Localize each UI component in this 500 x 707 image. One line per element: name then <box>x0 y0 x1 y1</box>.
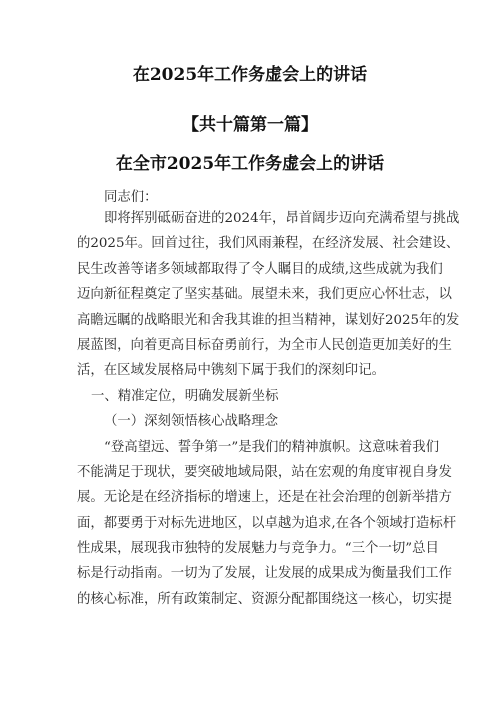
paragraph-line: 的核心标准，所有政策制定、资源分配都围绕这一核心，切实提 <box>77 591 452 607</box>
paragraph-line: 高瞻远瞩的战略眼光和舍我其谁的担当精神，谋划好2025年的发 <box>77 312 460 328</box>
subsection-heading: （一）深刻领悟核心战略理念 <box>104 414 279 430</box>
paragraph-line: 迈向新征程奠定了坚实基础。展望未来，我们更应心怀壮志，以 <box>77 287 452 303</box>
paragraph-line: 的2025年。回首过往，我们风雨兼程，在经济发展、社会建设、 <box>77 236 460 252</box>
speech-subtitle: 在全市2025年工作务虚会上的讲话 <box>115 154 385 174</box>
paragraph-line: 标是行动指南。一切为了发展，让发展的成果成为衡量我们工作 <box>77 566 452 582</box>
salutation: 同志们： <box>104 190 158 205</box>
paragraph-line: 民生改善等诸多领域都取得了令人瞩目的成绩,这些成就为我们 <box>77 261 443 277</box>
paragraph-line: 性成果，展现我市独特的发展魅力与竞争力。“三个一切”总目 <box>77 541 439 557</box>
paragraph-1 <box>77 206 460 612</box>
paragraph-line: 活，在区域发展格局中镌刻下属于我们的深刻印记。 <box>77 363 385 379</box>
paragraph-line: 展蓝图，向着更高目标奋勇前行，为全市人民创造更加美好的生 <box>77 337 452 353</box>
paragraph-line: 即将挥别砥砺奋进的2024年，昂首阔步迈向充满希望与挑战 <box>104 211 460 226</box>
paragraph-line: 展。无论是在经济指标的增速上，还是在社会治理的创新举措方 <box>77 490 452 506</box>
paragraph-line: “登高望远、誓争第一”是我们的精神旗帜。这意味着我们 <box>104 439 440 455</box>
paragraph-line: 面，都要勇于对标先进地区，以卓越为追求,在各个领域打造标杆 <box>77 515 457 531</box>
section-heading: 一、精准定位，明确发展新坐标 <box>91 388 279 404</box>
collection-label: 【共十篇第一篇】 <box>182 115 318 135</box>
paragraph-line: 不能满足于现状，要突破地域局限，站在宏观的角度审视自身发 <box>77 464 452 480</box>
document-title: 在2025年工作务虚会上的讲话 <box>132 65 368 85</box>
